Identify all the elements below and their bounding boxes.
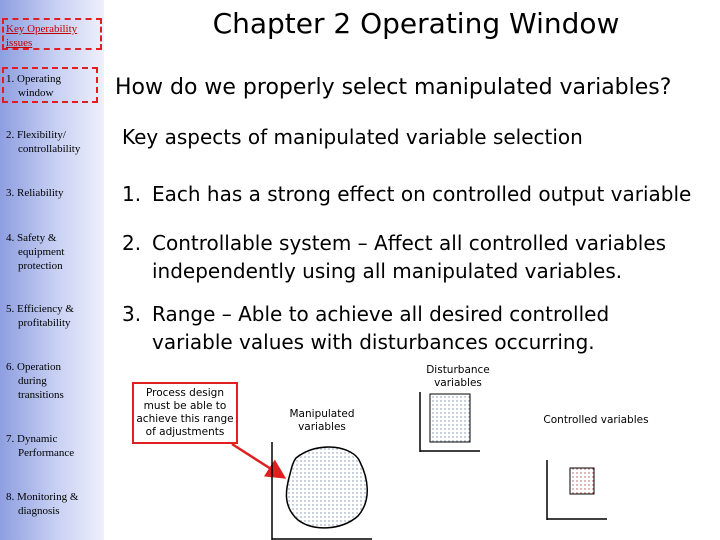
callout-arrow: [232, 444, 282, 476]
sidebar-item-label: 5. Efficiency &: [6, 303, 74, 315]
controlled-range-region: [570, 468, 594, 494]
point-text: Range – Able to achieve all desired controlled: [152, 302, 610, 326]
disturbance-range-region: [430, 394, 470, 442]
sidebar-item-label: 6. Operation: [6, 361, 61, 373]
sidebar-item-sublabel: window: [18, 87, 54, 99]
manipulated-variables-label: Manipulated variables: [289, 408, 355, 433]
aspects-heading: Key aspects of manipulated variable selection: [122, 125, 583, 149]
point-number: 1.: [122, 182, 142, 206]
sidebar-item-label: 4. Safety &: [6, 232, 57, 244]
sidebar-item-label: 1. Operating: [6, 73, 61, 85]
sidebar-item-sublabel: profitability: [18, 317, 71, 329]
point-text: Each has a strong effect on controlled output variable: [152, 182, 692, 206]
manipulated-range-region: [286, 447, 367, 528]
sidebar-item-sublabel: during transitions: [18, 375, 64, 401]
slide-question: How do we properly select manipulated variables?: [115, 75, 672, 100]
point-text: Controllable system – Affect all controlled variables: [152, 231, 667, 255]
sidebar-title-text: Key Operability issues: [6, 23, 78, 49]
point-number: 3.: [122, 302, 142, 326]
point-number: 2.: [122, 231, 142, 255]
sidebar-item-sublabel: Performance: [18, 447, 75, 459]
sidebar-item-sublabel: controllability: [18, 143, 81, 155]
sidebar-item-label: 3. Reliability: [6, 187, 64, 199]
sidebar-item-label: 7. Dynamic: [6, 433, 58, 445]
sidebar-item-label: 8. Monitoring &: [6, 491, 79, 503]
disturbance-variables-label: Disturbance variables: [426, 364, 490, 389]
callout-text: Process design must be able to achieve this range of adjustments: [136, 387, 234, 438]
point-text-continued: variable values with disturbances occurring.: [152, 330, 595, 354]
point-text-continued: independently using all manipulated variables.: [152, 259, 623, 283]
sidebar-item-sublabel: equipment protection: [18, 246, 65, 272]
sidebar-item-label: 2. Flexibility/: [6, 129, 66, 141]
sidebar-item-sublabel: diagnosis: [18, 505, 60, 517]
slide-title: Chapter 2 Operating Window: [212, 7, 620, 40]
controlled-variables-label: Controlled variables: [543, 414, 649, 426]
